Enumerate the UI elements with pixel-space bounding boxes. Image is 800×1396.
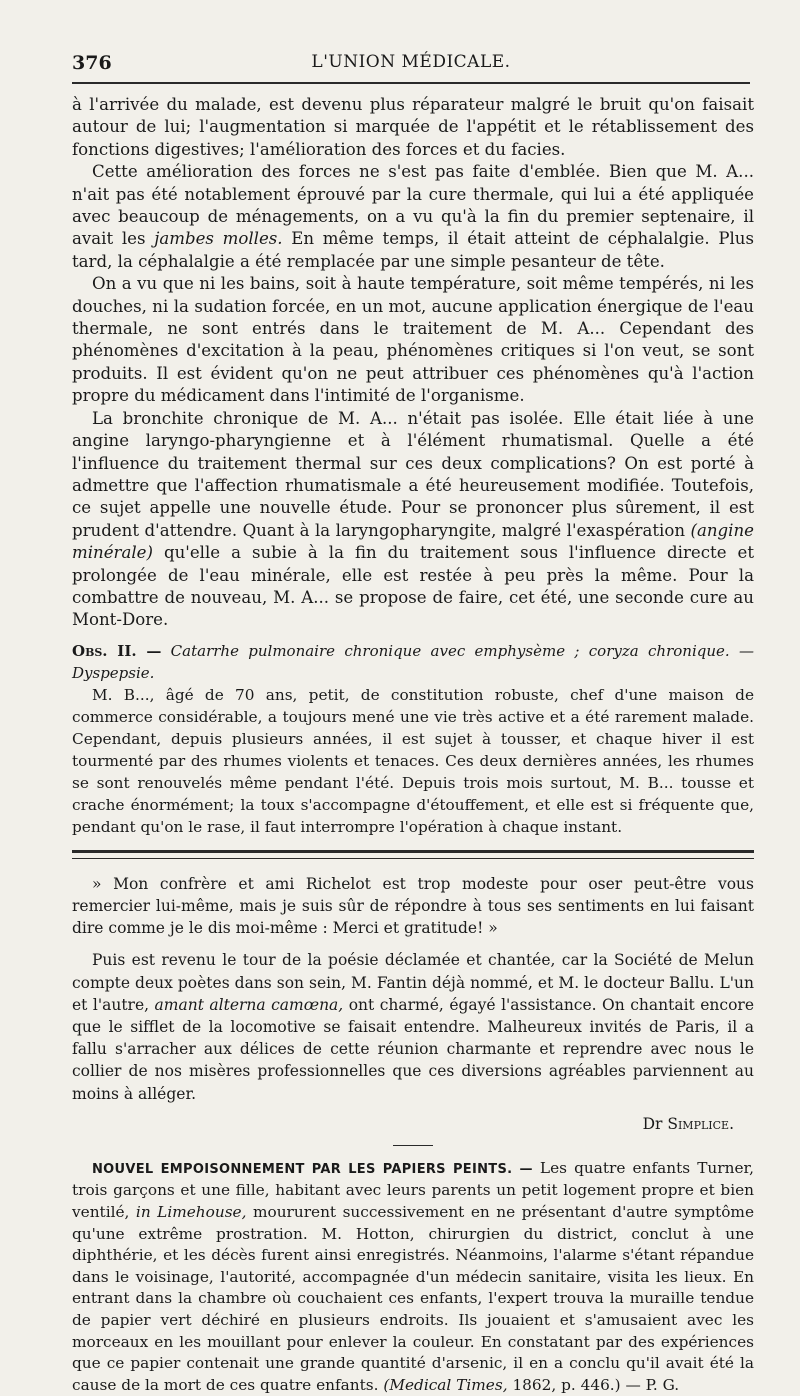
paragraph-text: On a vu que ni les bains, soit à haute température, soit même tempérés, ni les douches, ni la sudation forcée, en un mot, aucune application énergique de l'eau thermale, ne sont entrés dans le traitement de M. A... Cependant des phénomènes d'excitation à la peau, phénomènes critiques si l'on veut, se sont produits. Il est évident qu'on ne peut attribuer ces phénomènes qu'à l'action propre du médicament dans l'intimité de l'organisme.	[72, 274, 754, 406]
paragraph-text: moururent successivement en ne présentant d'autre symptôme qu'une extrême prostration. M. Hotton, chirurgien du district, conclut à une diphthérie, et les décès furent ainsi enregistrés. Néanmoins, l'alarme s'étant répandue dans le voisinage, l'autorité, accompagnée d'un médecin sanitaire, visita les lieux. En entrant dans la chambre où couchaient ces enfants, l'expert trouva la muraille tendue de papier vert déchiré en plusieurs endroits. Ils jouaient et s'amusaient avec les morceaux en les mouillant pour enlever la couleur. En constatant par des expériences que ce papier contenait une grande quantité d'arsenic, il en a conclu qu'il avait été la cause de la mort de ces quatre enfants.	[72, 1202, 754, 1394]
paragraph-text: M. B..., âgé de 70 ans, petit, de constitution robuste, chef d'une maison de commerce considérable, a toujours mené une vie très active et a été rarement malade. Cependant, depuis plusieurs années, il est sujet à tousser, et chaque hiver il est tourmenté par des rhumes violents et tenaces. Ces deux dernières années, les rhumes se sont renouvelés même pendant l'été. Depuis trois mois surtout, M. B... tousse et crache énormément; la toux s'accompagne d'étouffement, et elle est si fréquente que, pendant qu'on le rase, il faut interrompre l'opération à chaque instant.	[72, 685, 754, 836]
page-number: 376	[72, 52, 112, 74]
signature	[72, 1113, 754, 1135]
paragraph-forces	[72, 161, 754, 273]
paragraph-text: La bronchite chronique de M. A... n'était pas isolée. Elle était liée à une angine laryngo-pharyngienne et à l'élément rhumatismal. Quelle a été l'influence du traitement thermal sur ces deux complications? On est porté à admettre que l'affection rhumatismale a été heureusement modifiée. Toutefois, ce sujet appelle une nouvelle étude. Pour se prononcer plus sûrement, il est prudent d'attendre. Quant à la laryngopharyngite, malgré l'exaspération	[72, 408, 754, 540]
paragraph-continuation	[72, 94, 754, 161]
observation-paragraph	[72, 684, 754, 838]
italic-phrase: in Limehouse,	[135, 1202, 247, 1221]
page-header	[72, 48, 750, 84]
paragraph-text: qu'elle a subie à la fin du traitement sous l'influence directe et prolongée de l'eau minérale, elle est restée à peu près la même. Pour la combattre de nouveau, M. A... se propose de faire, cet été, une seconde cure au Mont-Dore.	[72, 543, 754, 630]
paragraph-bronchite	[72, 408, 754, 632]
main-article	[72, 94, 754, 838]
feuilleton-quote	[72, 873, 754, 940]
news-item	[72, 1158, 754, 1396]
paragraph-text: à l'arrivée du malade, est devenu plus réparateur malgré le bruit qu'on faisait autour de lui; l'augmentation si marquée de l'appétit et le rétablissement des fonctions digestives; l'amélioration des forces et du facies.	[72, 95, 754, 159]
observation-title: Catarrhe pulmonaire chronique avec emphysème ; coryza chronique. — Dyspepsie.	[72, 641, 754, 682]
italic-phrase: amant alterna camœna,	[154, 995, 344, 1014]
short-divider	[393, 1145, 433, 1146]
source-reference: 1862, p. 446.) — P. G.	[512, 1375, 680, 1394]
observation-body	[72, 684, 754, 838]
italic-phrase: (angine minérale)	[72, 520, 754, 563]
paragraph-text: ont charmé, égayé l'assistance. On chantait encore que le sifflet de la locomotive se faisait entendre. Malheureux invités de Paris, il a fallu s'arracher aux délices de cette réunion charmante et reprendre avec nous le collier de nos misères professionnelles que ces diversions agréables parviennent au moins à alléger.	[72, 995, 754, 1103]
paragraph-bains	[72, 273, 754, 407]
source-citation: (Medical Times,	[383, 1375, 508, 1394]
paragraph-text: Puis est revenu le tour de la poésie déclamée et chantée, car la Société de Melun compte deux poètes dans son sein, M. Fantin déjà nommé, et M. le docteur Ballu. L'un et l'autre,	[72, 951, 754, 1014]
signature-name: Simplice.	[667, 1114, 734, 1133]
observation-label: Obs. II. —	[72, 641, 162, 660]
paragraph-text: Cette amélioration des forces ne s'est pas faite d'emblée. Bien que M. A... n'ait pas été notablement éprouvé par la cure thermale, qui lui a été appliquée avec beaucoup de ménagements, on a vu qu'à la fin du premier septenaire, il avait les	[72, 162, 754, 249]
paragraph-text: » Mon confrère et ami Richelot est trop modeste pour oser peut-être vous remercier lui-même, mais je suis sûr de répondre à tous ses sentiments en lui faisant dire comme je le dis moi-même : Merci et gratitude! »	[72, 874, 754, 938]
running-title: L'UNION MÉDICALE.	[311, 52, 511, 72]
news-headline: NOUVEL EMPOISONNEMENT PAR LES PAPIERS PEINTS. —	[92, 1161, 533, 1177]
italic-phrase: jambes molles.	[154, 229, 283, 249]
feuilleton-paragraph	[72, 949, 754, 1104]
paragraph-text: Les quatre enfants Turner, trois garçons et une fille, habitant avec leurs parents un petit logement propre et bien ventilé,	[72, 1158, 754, 1221]
feuilleton-divider	[72, 850, 754, 859]
news-paragraph	[72, 1158, 754, 1396]
signature-prefix: Dr	[642, 1114, 663, 1133]
observation-heading	[72, 640, 754, 684]
feuilleton-section	[72, 873, 754, 1135]
paragraph-text: En même temps, il était atteint de céphalalgie. Plus tard, la céphalalgie a été remplacée par une simple pesanteur de tête.	[72, 229, 754, 271]
